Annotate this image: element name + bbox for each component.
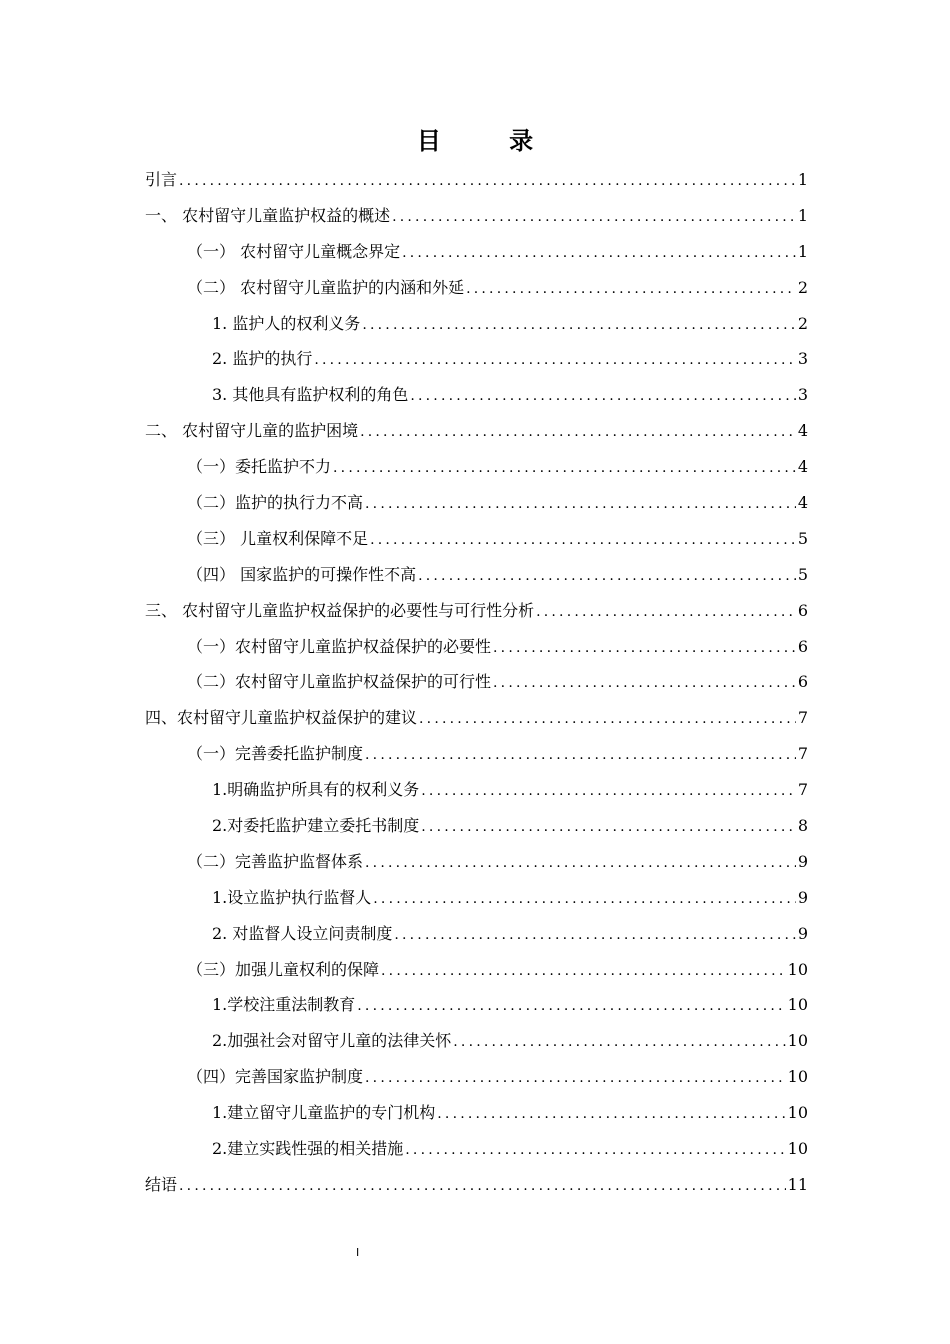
toc-entry-page-number: 10 <box>787 1103 808 1123</box>
toc-entry[interactable] <box>145 377 808 413</box>
toc-dot-leader <box>536 595 796 631</box>
toc-entry-page-number: 10 <box>787 995 808 1015</box>
toc-entry-page-number: 1 <box>797 205 808 225</box>
toc-entry-title: 四、农村留守儿童监护权益保护的建议 <box>145 708 418 728</box>
toc-entry-page-number: 1 <box>797 170 808 189</box>
toc-entry-title: 结语 <box>145 1174 178 1194</box>
toc-dot-leader <box>357 989 785 1025</box>
toc-dot-leader <box>373 882 796 918</box>
toc-entry[interactable] <box>145 808 808 844</box>
toc-entry[interactable] <box>145 234 808 270</box>
toc-entry-page-number: 2 <box>797 277 808 297</box>
toc-entry[interactable] <box>145 270 808 306</box>
toc-dot-leader <box>418 559 796 595</box>
toc-entry[interactable] <box>145 341 808 377</box>
toc-entry-page-number: 9 <box>797 887 808 907</box>
toc-entry-page-number: 5 <box>797 564 808 584</box>
toc-entry-title: 2.对委托监护建立委托书制度 <box>212 816 420 836</box>
toc-entry[interactable] <box>145 916 808 952</box>
toc-entry[interactable] <box>145 700 808 736</box>
toc-dot-leader <box>394 918 795 954</box>
toc-entry-title: （二）监护的执行力不高 <box>187 493 364 513</box>
toc-dot-leader <box>362 308 795 344</box>
toc-dot-leader <box>402 236 796 272</box>
toc-entry[interactable] <box>145 1059 808 1095</box>
toc-entry[interactable] <box>145 593 808 629</box>
toc-entry[interactable] <box>145 162 808 198</box>
toc-dot-leader <box>365 487 796 523</box>
toc-dot-leader <box>333 451 796 487</box>
toc-dot-leader <box>365 846 796 882</box>
toc-entry-title: 2. 监护的执行 <box>212 349 313 369</box>
toc-entry[interactable] <box>145 521 808 557</box>
table-of-contents <box>145 162 808 1203</box>
toc-entry[interactable] <box>145 844 808 880</box>
toc-entry-title: 1. 监护人的权利义务 <box>212 313 361 333</box>
toc-entry[interactable] <box>145 413 808 449</box>
toc-entry-title: （四）完善国家监护制度 <box>187 1067 364 1087</box>
toc-entry-title: （一）委托监护不力 <box>187 457 332 477</box>
toc-entry-title: （一）完善委托监护制度 <box>187 744 364 764</box>
toc-entry-title: 1.学校注重法制教育 <box>212 995 356 1015</box>
toc-entry-title: 2. 对监督人设立问责制度 <box>212 923 393 943</box>
toc-entry[interactable] <box>145 952 808 988</box>
toc-entry-page-number: 3 <box>797 349 808 369</box>
toc-entry-page-number: 7 <box>797 708 808 728</box>
toc-entry-title: 2.建立实践性强的相关措施 <box>212 1139 404 1159</box>
page-title: 目 录 <box>416 126 564 155</box>
toc-dot-leader <box>179 1169 786 1205</box>
toc-entry[interactable] <box>145 1167 808 1203</box>
toc-entry[interactable] <box>145 736 808 772</box>
toc-entry[interactable] <box>145 198 808 234</box>
toc-entry-title: （二） 农村留守儿童监护的内涵和外延 <box>187 277 465 297</box>
toc-entry-title: （四） 国家监护的可操作性不高 <box>187 564 417 584</box>
toc-dot-leader <box>421 810 796 846</box>
toc-entry[interactable] <box>145 987 808 1023</box>
toc-entry-page-number: 10 <box>787 1067 808 1087</box>
toc-entry-title: 3. 其他具有监护权利的角色 <box>212 385 409 405</box>
toc-entry-title: 1.明确监护所具有的权利义务 <box>212 780 420 800</box>
toc-entry[interactable] <box>145 1023 808 1059</box>
toc-entry-page-number: 5 <box>797 528 808 548</box>
toc-dot-leader <box>370 523 796 559</box>
toc-entry-page-number: 6 <box>797 600 808 620</box>
toc-entry-title: （三）加强儿童权利的保障 <box>187 959 380 979</box>
toc-entry-title: 引言 <box>145 170 178 189</box>
toc-entry[interactable] <box>145 485 808 521</box>
toc-dot-leader <box>392 200 796 236</box>
toc-entry[interactable] <box>145 306 808 342</box>
toc-dot-leader <box>437 1097 785 1133</box>
toc-dot-leader <box>179 164 796 200</box>
toc-entry-page-number: 4 <box>797 493 808 513</box>
toc-entry-page-number: 6 <box>797 636 808 656</box>
toc-entry-page-number: 10 <box>787 1139 808 1159</box>
toc-entry-page-number: 9 <box>797 923 808 943</box>
toc-entry-page-number: 11 <box>787 1174 808 1194</box>
toc-dot-leader <box>466 272 796 308</box>
toc-entry-page-number: 4 <box>797 421 808 441</box>
footer-page-number: I <box>356 1246 360 1259</box>
toc-dot-leader <box>365 738 796 774</box>
toc-dot-leader <box>493 631 796 667</box>
toc-dot-leader <box>410 379 795 415</box>
toc-entry-page-number: 4 <box>797 457 808 477</box>
toc-entry-page-number: 8 <box>797 816 808 836</box>
toc-entry-page-number: 2 <box>797 313 808 333</box>
toc-entry[interactable] <box>145 629 808 665</box>
toc-entry-title: （二）完善监护监督体系 <box>187 851 364 871</box>
toc-entry-page-number: 7 <box>797 744 808 764</box>
toc-entry-page-number: 6 <box>797 672 808 692</box>
toc-entry-title: 1.建立留守儿童监护的专门机构 <box>212 1103 436 1123</box>
toc-entry-title: 2.加强社会对留守儿童的法律关怀 <box>212 1031 452 1051</box>
toc-entry-title: 三、 农村留守儿童监护权益保护的必要性与可行性分析 <box>145 600 535 620</box>
toc-dot-leader <box>314 343 795 379</box>
toc-dot-leader <box>493 666 796 702</box>
toc-entry-title: 二、 农村留守儿童的监护困境 <box>145 421 359 441</box>
toc-entry-page-number: 9 <box>797 851 808 871</box>
toc-entry-page-number: 10 <box>787 1031 808 1051</box>
toc-dot-leader <box>405 1133 785 1169</box>
toc-entry[interactable] <box>145 449 808 485</box>
toc-entry-page-number: 10 <box>787 959 808 979</box>
toc-entry-title: 一、 农村留守儿童监护权益的概述 <box>145 205 391 225</box>
toc-entry-page-number: 1 <box>797 241 808 261</box>
toc-entry-title: （三） 儿童权利保障不足 <box>187 528 369 548</box>
toc-entry-title: （二）农村留守儿童监护权益保护的可行性 <box>187 672 492 692</box>
toc-dot-leader <box>381 954 786 990</box>
toc-entry[interactable] <box>145 1131 808 1167</box>
toc-entry-title: （一）农村留守儿童监护权益保护的必要性 <box>187 636 492 656</box>
toc-dot-leader <box>421 774 796 810</box>
toc-entry[interactable] <box>145 772 808 808</box>
toc-dot-leader <box>419 702 796 738</box>
toc-dot-leader <box>453 1025 785 1061</box>
toc-entry[interactable] <box>145 880 808 916</box>
toc-entry-page-number: 7 <box>797 780 808 800</box>
toc-entry[interactable] <box>145 557 808 593</box>
toc-entry-page-number: 3 <box>797 385 808 405</box>
toc-entry[interactable] <box>145 1095 808 1131</box>
toc-dot-leader <box>360 415 796 451</box>
toc-entry[interactable] <box>145 664 808 700</box>
toc-entry-title: （一） 农村留守儿童概念界定 <box>187 241 401 261</box>
toc-entry-title: 1.设立监护执行监督人 <box>212 887 372 907</box>
toc-dot-leader <box>365 1061 786 1097</box>
